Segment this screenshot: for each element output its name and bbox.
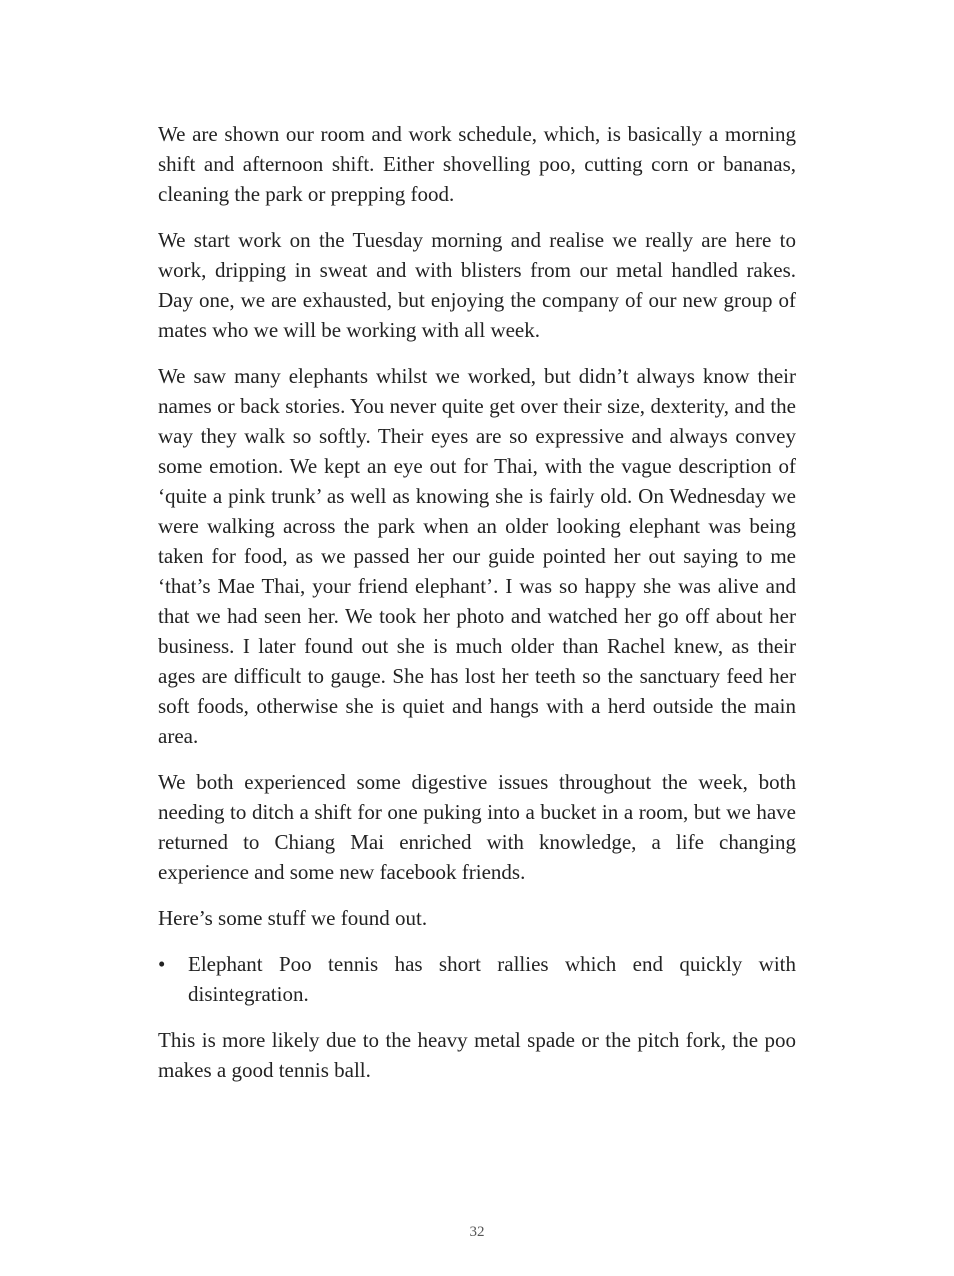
- paragraph-start-work: We start work on the Tuesday morning and realise we really are here to work, dripping in sweat and with blisters from our metal handled rakes. Day one, we are exhausted, but enjoying the company of our new group of mates who we will be working with all week.: [158, 228, 796, 342]
- paragraph-stuff-intro: Here’s some stuff we found out.: [158, 906, 428, 930]
- page-number: 32: [469, 1224, 485, 1240]
- list-item-text: Elephant Poo tennis has short rallies which end quickly with disintegration.: [188, 952, 796, 1006]
- list-item: [158, 949, 796, 1009]
- paragraph-closing: This is more likely due to the heavy metal spade or the pitch fork, the poo makes a good tennis ball.: [158, 1028, 796, 1082]
- page-body: [158, 119, 796, 1101]
- paragraph-elephants: We saw many elephants whilst we worked, but didn’t always know their names or back stories. You never quite get over their size, dexterity, and the way they walk so softly. Their eyes are so expressive and always convey some emotion. We kept an eye out for Thai, with the vague description of ‘quite a pink trunk’ as well as knowing she is fairly old. On Wednesday we were walking across the park when an older looking elephant was being taken for food, as we passed her our guide pointed her out saying to me ‘that’s Mae Thai, your friend elephant’. I was so happy she was alive and that we had seen her. We took her photo and watched her go off about her business. I later found out she is much older than Rachel knew, as their ages are difficult to gauge. She has lost her teeth so the sanctuary feed her soft foods, otherwise she is quiet and hangs with a herd outside the main area.: [158, 364, 796, 748]
- paragraph-work-schedule: We are shown our room and work schedule, which, is basically a morning shift and afternoon shift. Either shovelling poo, cutting corn or bananas, cleaning the park or prepping food.: [158, 122, 796, 206]
- paragraph-digestive-issues: We both experienced some digestive issues throughout the week, both needing to ditch a shift for one puking into a bucket in a room, but we have returned to Chiang Mai enriched with knowledge, a life changing experience and some new facebook friends.: [158, 770, 796, 884]
- facts-list: [158, 949, 796, 1009]
- bullet-icon: •: [158, 952, 166, 976]
